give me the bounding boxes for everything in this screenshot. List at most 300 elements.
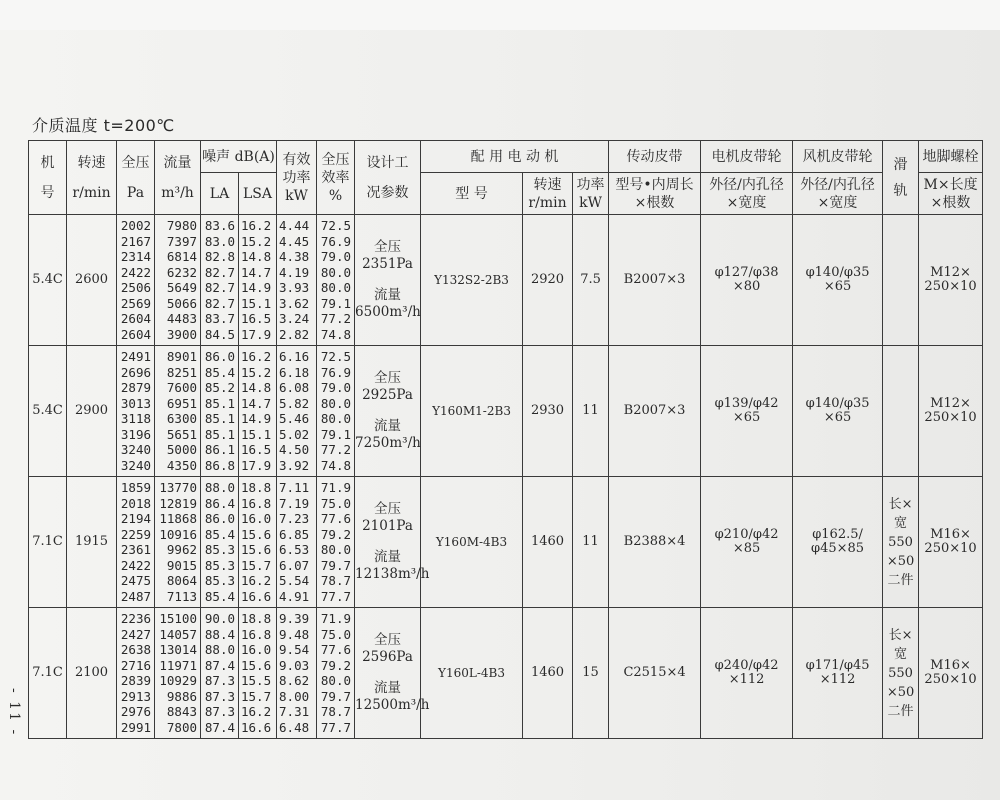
- cell-value: 长×: [888, 627, 913, 643]
- lsa-value: 18.8: [241, 480, 272, 495]
- flow-value: 8901: [166, 349, 197, 364]
- cell-value: Y160M1-2B3: [432, 404, 511, 418]
- lsa-value: 14.8: [241, 249, 272, 264]
- cell-value: 1460: [530, 534, 565, 549]
- power-value: 6.18: [279, 364, 310, 380]
- medium-temperature-note: 介质温度 t=200℃: [32, 116, 175, 135]
- cell-value: ×50: [886, 553, 915, 569]
- speed-cell: [67, 215, 117, 346]
- cell-value: ×112: [728, 672, 765, 687]
- cell-value: M12×: [930, 265, 971, 280]
- cell-value: B2007×3: [623, 272, 686, 287]
- eff-value: 80.0: [320, 264, 352, 280]
- header-belt-sub: 型号•内周长 ×根数: [609, 173, 701, 215]
- flow-value: 5066: [166, 295, 197, 311]
- design-condition-cell: [355, 608, 430, 739]
- belt-cell: [609, 346, 701, 477]
- header-belt: 传动皮带: [609, 141, 701, 173]
- la-value: 87.4: [204, 719, 235, 735]
- cell-value: 宽: [894, 515, 908, 531]
- power-value: 4.44: [279, 218, 310, 233]
- header-anchor-bolt-sub: M×长度 ×根数: [919, 173, 983, 215]
- cell-value: 15: [582, 665, 599, 680]
- cell-value: ×65: [823, 410, 852, 425]
- eff-value: 80.0: [320, 411, 352, 426]
- pressure-value: 2427: [120, 626, 151, 642]
- la-value: 85.1: [204, 426, 235, 442]
- cell-value: 11: [582, 534, 599, 549]
- la-value: 85.2: [204, 380, 235, 395]
- group-row: [29, 608, 983, 739]
- pressure-value: 2976: [120, 704, 151, 719]
- eff-value: 72.5: [320, 218, 352, 233]
- cell-value: 二件: [887, 572, 914, 588]
- header-motor-power: 功率 kW: [573, 173, 609, 215]
- flow-value: 6300: [166, 411, 197, 426]
- eff-value: 79.1: [320, 295, 352, 311]
- header-anchor-bolt: 地脚螺栓: [919, 141, 983, 173]
- eff-value: 80.0: [320, 673, 352, 688]
- belt-cell: [609, 215, 701, 346]
- cell-value: 2100: [74, 665, 109, 680]
- la-value: 82.7: [204, 264, 235, 280]
- header-noise: 噪声 dB(A): [201, 141, 277, 173]
- cell-value: M12×: [930, 396, 971, 411]
- belt-cell: [609, 477, 701, 608]
- la-value: 83.0: [204, 233, 235, 249]
- flow-value: 10916: [159, 526, 197, 542]
- pressure-value: 2361: [120, 542, 151, 557]
- cell-value: 二件: [887, 703, 914, 719]
- flow-value: 12819: [159, 495, 197, 511]
- header-motor-pulley-sub: 外径/内孔径 ×宽度: [701, 173, 793, 215]
- flow-value: 4350: [166, 457, 197, 473]
- la-value: 86.8: [204, 457, 235, 473]
- design-condition-cell: [355, 215, 421, 346]
- cell-value: φ45×85: [811, 541, 865, 556]
- power-value: 6.16: [279, 349, 310, 364]
- lsa-value: 16.5: [241, 442, 272, 457]
- cell-value: ×112: [819, 672, 856, 687]
- pressure-value: 1859: [120, 480, 151, 495]
- fan-pulley-cell: [793, 215, 883, 346]
- lsa-value: 15.5: [241, 673, 272, 688]
- eff-value: 77.6: [320, 642, 352, 657]
- lsa-value: 15.2: [241, 364, 272, 380]
- la-value: 86.0: [204, 349, 235, 364]
- cell-value: 2920: [530, 272, 565, 287]
- pressure-values-cell: [117, 215, 155, 346]
- cell-value: ×65: [823, 279, 852, 294]
- la-values-cell: [201, 215, 239, 346]
- pressure-value: 2487: [120, 588, 151, 604]
- pressure-value: 2194: [120, 511, 151, 526]
- motor-pulley-cell: [701, 346, 793, 477]
- header-effective-power: 有效 功率 kW: [277, 141, 317, 215]
- motor-power-cell: [573, 346, 609, 477]
- eff-value: 79.0: [320, 249, 352, 264]
- lsa-value: 16.2: [241, 218, 272, 233]
- flow-value: 9962: [166, 542, 197, 557]
- cell-value: 2600: [74, 272, 109, 287]
- flow-value: 7980: [166, 218, 197, 233]
- la-values-cell: [201, 608, 239, 739]
- eff-values-cell: [317, 477, 355, 608]
- cell-value: ×65: [732, 410, 761, 425]
- flow-value: 8843: [166, 704, 197, 719]
- header-fan-pulley-sub: 外径/内孔径 ×宽度: [793, 173, 883, 215]
- cell-value: φ162.5/: [812, 527, 863, 542]
- eff-value: 80.0: [320, 395, 352, 411]
- power-value: 4.38: [279, 249, 310, 264]
- pressure-value: 2422: [120, 264, 151, 280]
- cell-value: φ240/φ42: [714, 658, 779, 673]
- lsa-value: 14.7: [241, 264, 272, 280]
- flow-value: 3900: [166, 326, 197, 342]
- pressure-value: 3240: [120, 442, 151, 457]
- lsa-value: 15.7: [241, 557, 272, 573]
- power-value: 4.50: [279, 442, 310, 457]
- la-value: 82.7: [204, 295, 235, 311]
- motor-pulley-cell: [701, 215, 793, 346]
- machine-no-cell: [29, 608, 67, 739]
- power-value: 5.54: [279, 573, 310, 588]
- design-cond-p-label: 全压: [374, 239, 402, 255]
- design-cond-p: 2596Pa: [362, 649, 413, 665]
- cell-value: Y160M-4B3: [435, 535, 508, 549]
- flow-value: 5651: [166, 426, 197, 442]
- flow-values-cell: [155, 346, 201, 477]
- power-value: 7.31: [279, 704, 310, 719]
- flow-value: 7397: [166, 233, 197, 249]
- power-value: 3.92: [279, 457, 310, 473]
- lsa-value: 15.6: [241, 526, 272, 542]
- power-value: 7.23: [279, 511, 310, 526]
- la-value: 85.1: [204, 411, 235, 426]
- pressure-value: 2716: [120, 657, 151, 673]
- motor-pulley-cell: [701, 608, 793, 739]
- lsa-value: 15.1: [241, 426, 272, 442]
- background-edge: [0, 0, 1000, 32]
- design-cond-q-label: 流量: [374, 549, 402, 565]
- power-value: 4.45: [279, 233, 310, 249]
- design-cond-q: 7250m³/h: [355, 435, 421, 451]
- cell-value: ×50: [886, 684, 915, 700]
- flow-values-cell: [155, 608, 201, 739]
- la-value: 82.7: [204, 280, 235, 295]
- eff-value: 75.0: [320, 495, 352, 511]
- power-value: 9.48: [279, 626, 310, 642]
- lsa-value: 16.2: [241, 704, 272, 719]
- flow-values-cell: [155, 215, 201, 346]
- cell-value: φ140/φ35: [805, 396, 870, 411]
- la-value: 85.4: [204, 364, 235, 380]
- machine-no-cell: [29, 215, 67, 346]
- design-cond-p-label: 全压: [374, 501, 402, 517]
- flow-value: 11868: [159, 511, 197, 526]
- la-value: 85.3: [204, 557, 235, 573]
- lsa-values-cell: [239, 346, 277, 477]
- lsa-value: 16.8: [241, 495, 272, 511]
- la-value: 83.6: [204, 218, 235, 233]
- pressure-value: 2167: [120, 233, 151, 249]
- flow-value: 6232: [166, 264, 197, 280]
- pressure-value: 2696: [120, 364, 151, 380]
- fan-performance-table: [28, 140, 983, 739]
- lsa-value: 16.5: [241, 311, 272, 326]
- eff-value: 79.1: [320, 426, 352, 442]
- header-design-condition: 设计工 况参数: [355, 141, 421, 215]
- cell-value: φ171/φ45: [805, 658, 870, 673]
- eff-value: 79.2: [320, 526, 352, 542]
- lsa-value: 16.8: [241, 626, 272, 642]
- header-motor: 配 用 电 动 机: [421, 141, 609, 173]
- cell-value: 250×10: [924, 541, 977, 556]
- motor-model-cell: [421, 608, 523, 739]
- flow-value: 14057: [159, 626, 197, 642]
- pressure-value: 2913: [120, 688, 151, 704]
- eff-value: 78.7: [320, 704, 352, 719]
- rail-cell: [883, 477, 919, 608]
- design-cond-q: 12138m³/h: [355, 566, 430, 582]
- header-motor-pulley: 电机皮带轮: [701, 141, 793, 173]
- pressure-value: 2259: [120, 526, 151, 542]
- lsa-value: 15.6: [241, 542, 272, 557]
- header-fan-pulley: 风机皮带轮: [793, 141, 883, 173]
- eff-value: 80.0: [320, 542, 352, 557]
- la-values-cell: [201, 477, 239, 608]
- power-value: 9.39: [279, 611, 310, 626]
- cell-value: 550: [888, 534, 913, 550]
- speed-cell: [67, 346, 117, 477]
- speed-cell: [67, 477, 117, 608]
- cell-value: 1915: [74, 534, 109, 549]
- eff-values-cell: [317, 346, 355, 477]
- la-value: 85.1: [204, 395, 235, 411]
- cell-value: 长×: [888, 496, 913, 512]
- motor-model-cell: [421, 346, 523, 477]
- power-value: 8.62: [279, 673, 310, 688]
- la-value: 86.4: [204, 495, 235, 511]
- cell-value: 7.5: [580, 272, 601, 287]
- pressure-value: 2879: [120, 380, 151, 395]
- flow-value: 5649: [166, 280, 197, 295]
- machine-no-cell: [29, 346, 67, 477]
- design-cond-q: 6500m³/h: [355, 304, 421, 320]
- cell-value: φ210/φ42: [714, 527, 779, 542]
- la-value: 87.4: [204, 657, 235, 673]
- la-value: 85.3: [204, 542, 235, 557]
- motor-model-cell: [421, 215, 523, 346]
- design-cond-q-label: 流量: [374, 680, 402, 696]
- flow-value: 7600: [166, 380, 197, 395]
- flow-value: 9886: [166, 688, 197, 704]
- cell-value: ×80: [732, 279, 761, 294]
- eff-value: 79.7: [320, 688, 352, 704]
- motor-model-cell: [421, 477, 523, 608]
- lsa-value: 14.8: [241, 380, 272, 395]
- pressure-value: 2991: [120, 719, 151, 735]
- flow-value: 7113: [166, 588, 197, 604]
- cell-value: 7.1C: [32, 534, 63, 549]
- power-values-cell: [277, 477, 317, 608]
- motor-speed-cell: [523, 346, 573, 477]
- flow-value: 13014: [159, 642, 197, 657]
- flow-value: 13770: [159, 480, 197, 495]
- cell-value: φ139/φ42: [714, 396, 779, 411]
- cell-value: 11: [582, 403, 599, 418]
- anchor-bolt-cell: [919, 477, 983, 608]
- la-value: 85.3: [204, 573, 235, 588]
- pressure-value: 2314: [120, 249, 151, 264]
- eff-value: 79.7: [320, 557, 352, 573]
- power-value: 5.02: [279, 426, 310, 442]
- power-value: 3.93: [279, 280, 310, 295]
- motor-pulley-cell: [701, 477, 793, 608]
- cell-value: 250×10: [924, 410, 977, 425]
- header-machine-no: 机 号: [29, 141, 67, 215]
- power-value: 4.19: [279, 264, 310, 280]
- cell-value: C2515×4: [623, 665, 686, 680]
- cell-value: φ140/φ35: [805, 265, 870, 280]
- flow-value: 6814: [166, 249, 197, 264]
- la-value: 83.7: [204, 311, 235, 326]
- pressure-value: 2604: [120, 326, 151, 342]
- flow-values-cell: [155, 477, 201, 608]
- pressure-value: 2236: [120, 611, 151, 626]
- pressure-value: 2839: [120, 673, 151, 688]
- power-value: 5.46: [279, 411, 310, 426]
- lsa-value: 17.9: [241, 326, 272, 342]
- eff-value: 76.9: [320, 364, 352, 380]
- eff-value: 74.8: [320, 326, 352, 342]
- pressure-value: 3013: [120, 395, 151, 411]
- la-value: 90.0: [204, 611, 235, 626]
- cell-value: φ127/φ38: [714, 265, 779, 280]
- header-motor-speed: 转速 r/min: [523, 173, 573, 215]
- power-value: 6.85: [279, 526, 310, 542]
- design-cond-p: 2925Pa: [362, 387, 413, 403]
- cell-value: 5.4C: [32, 403, 63, 418]
- anchor-bolt-cell: [919, 215, 983, 346]
- power-values-cell: [277, 215, 317, 346]
- power-value: 9.54: [279, 642, 310, 657]
- eff-value: 80.0: [320, 280, 352, 295]
- cell-value: B2388×4: [623, 534, 686, 549]
- fan-pulley-cell: [793, 608, 883, 739]
- lsa-value: 16.2: [241, 349, 272, 364]
- pressure-value: 2018: [120, 495, 151, 511]
- motor-power-cell: [573, 608, 609, 739]
- eff-values-cell: [317, 215, 355, 346]
- header-speed: 转速 r/min: [67, 141, 117, 215]
- eff-value: 76.9: [320, 233, 352, 249]
- design-cond-q-label: 流量: [374, 418, 402, 434]
- eff-value: 75.0: [320, 626, 352, 642]
- lsa-value: 18.8: [241, 611, 272, 626]
- power-value: 3.62: [279, 295, 310, 311]
- power-value: 6.48: [279, 719, 310, 735]
- header-rail: 滑 轨: [883, 141, 919, 215]
- power-value: 6.08: [279, 380, 310, 395]
- eff-value: 72.5: [320, 349, 352, 364]
- lsa-value: 16.2: [241, 573, 272, 588]
- cell-value: 2900: [74, 403, 109, 418]
- motor-power-cell: [573, 477, 609, 608]
- eff-value: 71.9: [320, 480, 352, 495]
- lsa-value: 14.9: [241, 411, 272, 426]
- rail-cell: [883, 608, 919, 739]
- cell-value: Y132S2-2B3: [434, 273, 509, 287]
- rail-cell: [883, 346, 919, 477]
- la-value: 82.8: [204, 249, 235, 264]
- flow-value: 7800: [166, 719, 197, 735]
- pressure-value: 3196: [120, 426, 151, 442]
- la-value: 87.3: [204, 704, 235, 719]
- power-value: 8.00: [279, 688, 310, 704]
- la-value: 85.4: [204, 526, 235, 542]
- design-cond-p-label: 全压: [374, 370, 402, 386]
- power-value: 6.07: [279, 557, 310, 573]
- pressure-value: 3118: [120, 411, 151, 426]
- eff-value: 77.7: [320, 588, 352, 604]
- cell-value: B2007×3: [623, 403, 686, 418]
- flow-value: 15100: [159, 611, 197, 626]
- flow-value: 8251: [166, 364, 197, 380]
- eff-value: 79.2: [320, 657, 352, 673]
- power-value: 5.82: [279, 395, 310, 411]
- power-value: 6.53: [279, 542, 310, 557]
- la-value: 88.0: [204, 642, 235, 657]
- flow-value: 8064: [166, 573, 197, 588]
- cell-value: 2930: [530, 403, 565, 418]
- la-value: 87.3: [204, 688, 235, 704]
- pressure-value: 2002: [120, 218, 151, 233]
- eff-value: 74.8: [320, 457, 352, 473]
- design-condition-cell: [355, 346, 421, 477]
- header-efficiency: 全压 效率 %: [317, 141, 355, 215]
- la-value: 87.3: [204, 673, 235, 688]
- cell-value: 宽: [894, 646, 908, 662]
- la-value: 85.4: [204, 588, 235, 604]
- la-value: 86.1: [204, 442, 235, 457]
- lsa-values-cell: [239, 477, 277, 608]
- pressure-value: 2422: [120, 557, 151, 573]
- design-cond-p-label: 全压: [374, 632, 402, 648]
- lsa-value: 16.0: [241, 511, 272, 526]
- header-noise-la: LA: [201, 173, 239, 215]
- la-value: 86.0: [204, 511, 235, 526]
- design-cond-q: 12500m³/h: [355, 697, 430, 713]
- lsa-value: 15.7: [241, 688, 272, 704]
- motor-speed-cell: [523, 477, 573, 608]
- pressure-value: 2475: [120, 573, 151, 588]
- flow-value: 10929: [159, 673, 197, 688]
- anchor-bolt-cell: [919, 608, 983, 739]
- lsa-value: 14.7: [241, 395, 272, 411]
- eff-value: 78.7: [320, 573, 352, 588]
- speed-cell: [67, 608, 117, 739]
- group-row: [29, 477, 983, 608]
- eff-value: 77.7: [320, 719, 352, 735]
- cell-value: Y160L-4B3: [438, 666, 505, 680]
- header-motor-model: 型 号: [421, 173, 523, 215]
- cell-value: 7.1C: [32, 665, 63, 680]
- flow-value: 5000: [166, 442, 197, 457]
- lsa-values-cell: [239, 215, 277, 346]
- flow-value: 9015: [166, 557, 197, 573]
- header-flow: 流量 m³/h: [155, 141, 201, 215]
